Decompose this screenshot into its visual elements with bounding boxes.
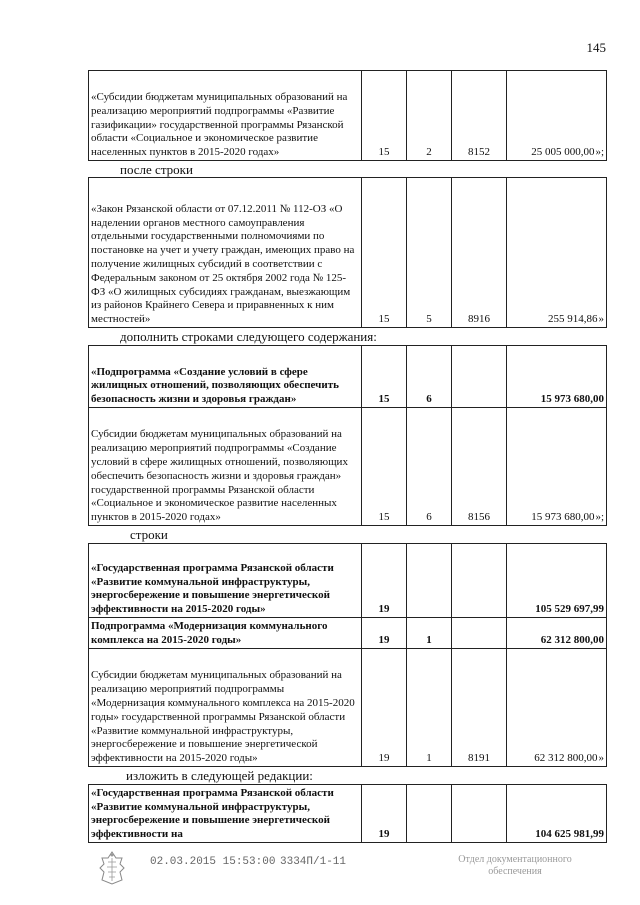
row-sum-value: 255 914,86 — [548, 313, 598, 326]
footer-department: Отдел документационного обеспечения — [458, 854, 572, 877]
page-number: 145 — [586, 40, 606, 55]
row-code-a: 15 — [362, 71, 407, 161]
row-code-c — [452, 785, 507, 843]
row-sum — [507, 71, 607, 161]
table-row — [89, 544, 607, 618]
closing-quote: »; — [595, 146, 604, 159]
row-code-c: 8916 — [452, 178, 507, 328]
instruction-new-wording: изложить в следующей редакции: — [126, 768, 313, 783]
row-sum-value: 15 973 680,00 — [531, 511, 595, 524]
row-sum — [507, 649, 607, 767]
row-code-a: 19 — [362, 649, 407, 767]
row-name: «Подпрограмма «Создание условий в сфере жилищных отношений, позволяющих обеспечить безопасность жизни и здоровья граждан» — [89, 346, 362, 408]
row-code-b: 1 — [407, 618, 452, 649]
closing-quote: »; — [595, 511, 604, 524]
table-row — [89, 649, 607, 767]
instruction-add-rows: дополнить строками следующего содержания: — [120, 329, 377, 344]
row-name: Субсидии бюджетам муниципальных образований на реализацию мероприятий подпрограммы «Создание условий в сфере жилищных отношений, позволяющих обеспечить безопасность жизни и здоровья граждан» государственной программы Рязанской области «Социальное и экономическое развитие населенных пунктов в 2015-2020 годах» — [89, 408, 362, 526]
footer-document-number: 3334П/1-11 — [280, 856, 347, 868]
row-code-a: 19 — [362, 544, 407, 618]
row-name: Субсидии бюджетам муниципальных образований на реализацию мероприятий подпрограммы «Модернизация коммунального комплекса на 2015-2020 годы» государственной программы Рязанской области «Развитие коммунальной инфраструктуры, энергосбережение и повышение энергетической эффективности на 2015-2020 годы» — [89, 649, 362, 767]
row-code-c: 8191 — [452, 649, 507, 767]
row-code-c: 8152 — [452, 71, 507, 161]
table-1 — [88, 70, 607, 161]
row-code-a: 15 — [362, 178, 407, 328]
row-sum-value: 15 973 680,00 — [540, 393, 604, 406]
table-2 — [88, 177, 607, 328]
table-row — [89, 785, 607, 843]
row-code-c — [452, 618, 507, 649]
row-name: «Государственная программа Рязанской области «Развитие коммунальной инфраструктуры, энергосбережение и повышение энергетической эффективности на 2015-2020 годы» — [89, 544, 362, 618]
row-sum — [507, 785, 607, 843]
instruction-after-row: после строки — [120, 162, 193, 177]
row-sum — [507, 544, 607, 618]
row-code-c — [452, 544, 507, 618]
footer-date: 02.03.2015 15:53:00 — [150, 856, 276, 868]
row-code-b: 6 — [407, 408, 452, 526]
row-code-a: 15 — [362, 408, 407, 526]
row-code-c: 8156 — [452, 408, 507, 526]
row-code-b: 6 — [407, 346, 452, 408]
row-code-a: 19 — [362, 785, 407, 843]
row-name: «Субсидии бюджетам муниципальных образований на реализацию мероприятий подпрограммы «Развитие газификации» государственной программы Рязанской области «Социальное и экономическое развитие населенных пунктов в 2015-2020 годах» — [89, 71, 362, 161]
row-sum — [507, 408, 607, 526]
table-row — [89, 408, 607, 526]
row-name: «Закон Рязанской области от 07.12.2011 № 112-ОЗ «О наделении органов местного самоуправления отдельными государственными полномочиями по постановке на учет и учету граждан, имеющих право на получение жилищных субсидий в соответствии с Федеральным законом от 25 октября 2002 года № 125-ФЗ «О жилищных субсидиях гражданам, выезжающим из районов Крайнего Севера и приравненных к ним местностей» — [89, 178, 362, 328]
row-code-b — [407, 544, 452, 618]
row-name: «Государственная программа Рязанской области «Развитие коммунальной инфраструктуры, энергосбережение и повышение энергетической эффективности на — [89, 785, 362, 843]
row-code-b: 1 — [407, 649, 452, 767]
row-code-b: 2 — [407, 71, 452, 161]
table-3 — [88, 345, 607, 526]
row-code-b: 5 — [407, 178, 452, 328]
row-code-a: 15 — [362, 346, 407, 408]
row-code-b — [407, 785, 452, 843]
row-sum — [507, 618, 607, 649]
table-5 — [88, 784, 607, 843]
row-sum-value: 104 625 981,99 — [535, 828, 604, 841]
table-row — [89, 178, 607, 328]
row-sum — [507, 178, 607, 328]
row-name: Подпрограмма «Модернизация коммунального комплекса на 2015-2020 годы» — [89, 618, 362, 649]
table-4 — [88, 543, 607, 767]
table-row — [89, 71, 607, 161]
closing-quote: » — [598, 752, 604, 765]
instruction-rows: строки — [130, 527, 168, 542]
row-sum-value: 62 312 800,00 — [534, 752, 598, 765]
row-sum-value: 25 005 000,00 — [531, 146, 595, 159]
row-code-a: 19 — [362, 618, 407, 649]
closing-quote: » — [598, 313, 604, 326]
row-sum-value: 62 312 800,00 — [540, 634, 604, 647]
row-sum — [507, 346, 607, 408]
coat-of-arms-icon — [98, 850, 126, 886]
row-sum-value: 105 529 697,99 — [535, 603, 604, 616]
table-row — [89, 618, 607, 649]
table-row — [89, 346, 607, 408]
row-code-c — [452, 346, 507, 408]
